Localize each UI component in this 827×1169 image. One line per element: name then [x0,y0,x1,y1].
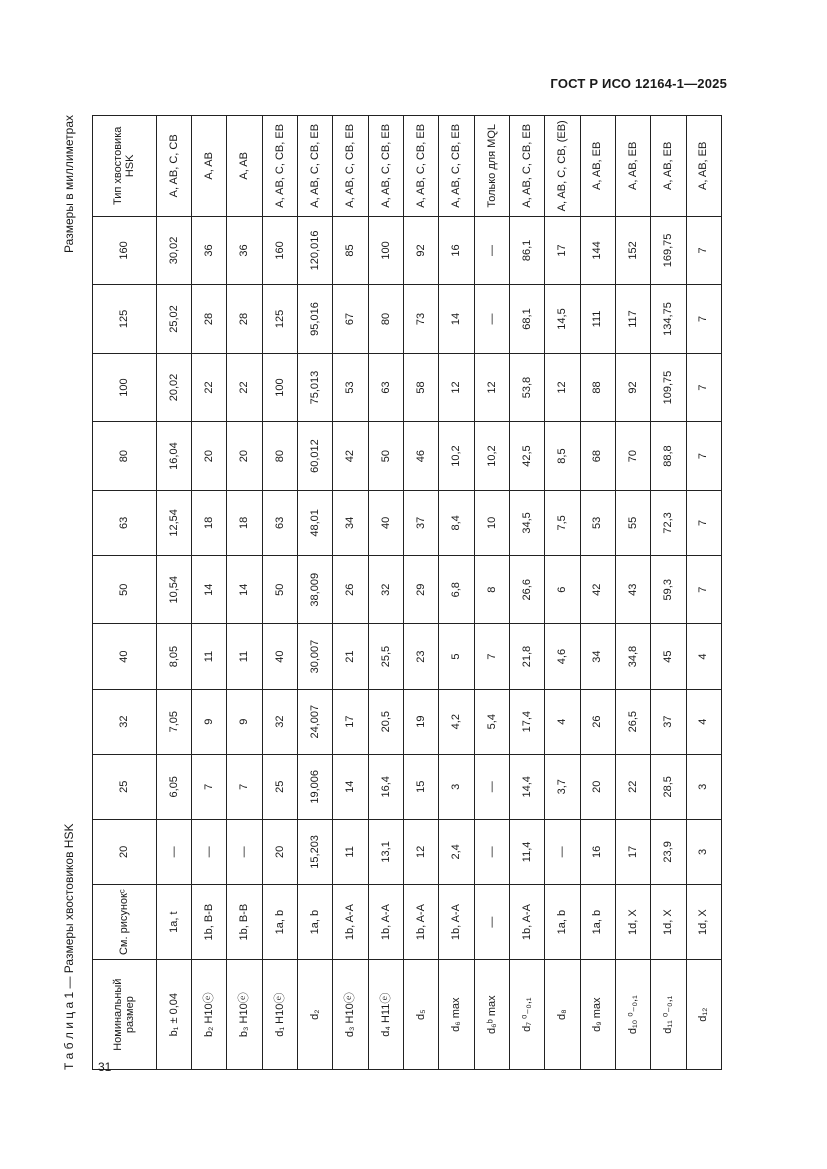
header-size-20: 20 [93,819,157,884]
value-cell: 12,54 [156,490,191,555]
table-row [227,116,262,1070]
value-cell: 13,1 [368,819,403,884]
value-cell: 17 [333,689,368,754]
value-cell: 25 [262,754,297,819]
value-cell: 5 [439,624,474,689]
value-cell: 29 [404,555,439,624]
value-cell: 11 [192,624,227,689]
standard-header: ГОСТ Р ИСО 12164-1—2025 [550,76,727,91]
param-cell: d₁₀ ⁰₋₀,₁ [615,960,650,1070]
rotated-table-frame [62,115,727,1070]
figure-ref-cell: 1b, A-A [368,884,403,959]
value-cell: 34,5 [509,490,544,555]
value-cell: 86,1 [509,216,544,285]
value-cell: 109,75 [651,353,686,422]
header-size-50: 50 [93,555,157,624]
value-cell: 10,2 [474,422,509,491]
param-cell: d₇ ⁰₋₀,₁ [509,960,544,1070]
param-cell: b₂ H10ⓔ [192,960,227,1070]
table-row [156,116,191,1070]
param-cell: d₅ [404,960,439,1070]
value-cell: 7,05 [156,689,191,754]
shank-type-cell: A, AB, C, CB, EB [509,116,544,217]
value-cell: 9 [192,689,227,754]
table-row [404,116,439,1070]
value-cell: 7 [192,754,227,819]
value-cell: 38,009 [298,555,333,624]
figure-ref-cell: 1b, A-A [509,884,544,959]
value-cell: 4,2 [439,689,474,754]
value-cell: 37 [651,689,686,754]
param-cell: d₄ H11ⓔ [368,960,403,1070]
header-nominal-size: Номинальный размер [93,960,157,1070]
value-cell: 5,4 [474,689,509,754]
header-see-figure: См. рисунокᶜ [93,884,157,959]
value-cell: — [474,754,509,819]
header-size-40: 40 [93,624,157,689]
shank-type-cell: A, AB, C, CB, EB [368,116,403,217]
value-cell: 12 [439,353,474,422]
value-cell: 68 [580,422,615,491]
shank-type-cell: A, AB, C, CB, EB [404,116,439,217]
table-row [545,116,580,1070]
figure-ref-cell: 1a, b [545,884,580,959]
figure-ref-cell: 1d, X [615,884,650,959]
page-number: 31 [98,1060,112,1074]
value-cell: 22 [227,353,262,422]
value-cell: 21,8 [509,624,544,689]
value-cell: 85 [333,216,368,285]
value-cell: 7,5 [545,490,580,555]
value-cell: 45 [651,624,686,689]
shank-type-cell: A, AB, C, CB, (EB) [545,116,580,217]
param-cell: d₁₁ ⁰₋₀,₁ [651,960,686,1070]
table-header-row [93,116,157,1070]
shank-type-cell: A, AB, C, CB, EB [298,116,333,217]
value-cell: 16,04 [156,422,191,491]
param-cell: d₉ max [580,960,615,1070]
figure-ref-cell: 1b, A-A [439,884,474,959]
value-cell: 42,5 [509,422,544,491]
value-cell: 23,9 [651,819,686,884]
value-cell: 125 [262,285,297,354]
value-cell: 72,3 [651,490,686,555]
value-cell: 8 [474,555,509,624]
value-cell: 22 [615,754,650,819]
table-row [580,116,615,1070]
value-cell: 37 [404,490,439,555]
value-cell: 25,5 [368,624,403,689]
figure-ref-cell: 1b, A-A [404,884,439,959]
value-cell: 36 [192,216,227,285]
value-cell: 20 [192,422,227,491]
value-cell: 20,5 [368,689,403,754]
value-cell: 14 [333,754,368,819]
value-cell: 14 [227,555,262,624]
value-cell: 100 [368,216,403,285]
table-row [439,116,474,1070]
value-cell: 68,1 [509,285,544,354]
value-cell: 6 [545,555,580,624]
value-cell: 6,05 [156,754,191,819]
figure-ref-cell: 1a, b [262,884,297,959]
value-cell: 30,007 [298,624,333,689]
value-cell: 7 [686,216,721,285]
value-cell: 20 [227,422,262,491]
value-cell: 88 [580,353,615,422]
value-cell: 63 [262,490,297,555]
header-size-80: 80 [93,422,157,491]
value-cell: 19,006 [298,754,333,819]
value-cell: 20 [580,754,615,819]
value-cell: 28 [227,285,262,354]
shank-type-cell: A, AB [227,116,262,217]
value-cell: 21 [333,624,368,689]
value-cell: 10,2 [439,422,474,491]
value-cell: 23 [404,624,439,689]
value-cell: 4 [686,689,721,754]
value-cell: 42 [580,555,615,624]
value-cell: 40 [368,490,403,555]
value-cell: 160 [262,216,297,285]
value-cell: 34,8 [615,624,650,689]
table-body [93,116,722,1070]
value-cell: 11 [333,819,368,884]
value-cell: 4 [545,689,580,754]
value-cell: 26,5 [615,689,650,754]
value-cell: 11 [227,624,262,689]
param-cell: d₆ max [439,960,474,1070]
shank-type-cell: A, AB [192,116,227,217]
value-cell: 67 [333,285,368,354]
value-cell: 7 [227,754,262,819]
param-cell: d₈ [545,960,580,1070]
value-cell: — [474,819,509,884]
value-cell: 3,7 [545,754,580,819]
value-cell: 63 [368,353,403,422]
value-cell: 42 [333,422,368,491]
shank-type-cell: A, AB, EB [615,116,650,217]
value-cell: 20,02 [156,353,191,422]
table-row [615,116,650,1070]
value-cell: — [192,819,227,884]
value-cell: 80 [262,422,297,491]
figure-ref-cell: 1b, B-B [227,884,262,959]
table-row [298,116,333,1070]
value-cell: 75,013 [298,353,333,422]
value-cell: 16 [439,216,474,285]
param-cell: d₁₂ [686,960,721,1070]
value-cell: 92 [615,353,650,422]
value-cell: — [474,216,509,285]
value-cell: 111 [580,285,615,354]
table-row [333,116,368,1070]
value-cell: 7 [686,285,721,354]
value-cell: 53 [580,490,615,555]
shank-type-cell: A, AB, EB [580,116,615,217]
dimensions-table [92,115,722,1070]
value-cell: 2,4 [439,819,474,884]
value-cell: 120,016 [298,216,333,285]
value-cell: 12 [545,353,580,422]
value-cell: 3 [439,754,474,819]
value-cell: 7 [686,353,721,422]
value-cell: — [227,819,262,884]
value-cell: 26 [333,555,368,624]
value-cell: 17 [615,819,650,884]
value-cell: 30,02 [156,216,191,285]
value-cell: — [545,819,580,884]
value-cell: 152 [615,216,650,285]
value-cell: 15,203 [298,819,333,884]
table-row [474,116,509,1070]
value-cell: 117 [615,285,650,354]
value-cell: 12 [474,353,509,422]
value-cell: 73 [404,285,439,354]
value-cell: 26,6 [509,555,544,624]
value-cell: 14,4 [509,754,544,819]
shank-type-cell: A, AB, C, CB [156,116,191,217]
value-cell: 50 [262,555,297,624]
value-cell: 7 [686,422,721,491]
header-size-160: 160 [93,216,157,285]
table-row [262,116,297,1070]
value-cell: 3 [686,819,721,884]
value-cell: 28,5 [651,754,686,819]
value-cell: 3 [686,754,721,819]
param-cell: b₃ H10ⓔ [227,960,262,1070]
value-cell: 8,05 [156,624,191,689]
value-cell: 8,5 [545,422,580,491]
value-cell: 25,02 [156,285,191,354]
value-cell: 48,01 [298,490,333,555]
figure-ref-cell: 1d, X [686,884,721,959]
value-cell: 60,012 [298,422,333,491]
shank-type-cell: A, AB, C, CB, EB [333,116,368,217]
figure-ref-cell: 1a, b [298,884,333,959]
value-cell: 95,016 [298,285,333,354]
table-row [651,116,686,1070]
value-cell: 34 [580,624,615,689]
value-cell: 17,4 [509,689,544,754]
shank-type-cell: A, AB, C, CB, EB [262,116,297,217]
param-cell: d₃ H10ⓔ [333,960,368,1070]
shank-type-cell: Только для MQL [474,116,509,217]
value-cell: 92 [404,216,439,285]
value-cell: 18 [192,490,227,555]
table-row [686,116,721,1070]
value-cell: 24,007 [298,689,333,754]
param-cell: d₁ H10ⓔ [262,960,297,1070]
value-cell: — [156,819,191,884]
header-size-32: 32 [93,689,157,754]
figure-ref-cell: 1a, t [156,884,191,959]
value-cell: 53,8 [509,353,544,422]
header-size-125: 125 [93,285,157,354]
table-caption: Т а б л и ц а 1 — Размеры хвостовиков HSK [62,823,76,1070]
table-row [368,116,403,1070]
value-cell: 58 [404,353,439,422]
param-cell: d₂ [298,960,333,1070]
value-cell: 46 [404,422,439,491]
value-cell: 32 [262,689,297,754]
value-cell: 20 [262,819,297,884]
value-cell: 7 [686,490,721,555]
value-cell: 6,8 [439,555,474,624]
value-cell: 43 [615,555,650,624]
table-row [192,116,227,1070]
value-cell: 144 [580,216,615,285]
value-cell: 40 [262,624,297,689]
value-cell: 50 [368,422,403,491]
value-cell: 26 [580,689,615,754]
value-cell: 80 [368,285,403,354]
value-cell: 34 [333,490,368,555]
value-cell: 16 [580,819,615,884]
figure-ref-cell: 1b, A-A [333,884,368,959]
value-cell: 28 [192,285,227,354]
figure-ref-cell: — [474,884,509,959]
header-size-25: 25 [93,754,157,819]
header-size-63: 63 [93,490,157,555]
value-cell: 7 [686,555,721,624]
value-cell: 32 [368,555,403,624]
value-cell: 4 [686,624,721,689]
value-cell: 59,3 [651,555,686,624]
value-cell: 12 [404,819,439,884]
shank-type-cell: A, AB, C, CB, EB [439,116,474,217]
value-cell: — [474,285,509,354]
figure-ref-cell: 1b, B-B [192,884,227,959]
value-cell: 4,6 [545,624,580,689]
value-cell: 11,4 [509,819,544,884]
header-shank-type: Тип хвостовика HSK [93,116,157,217]
param-cell: b₁ ± 0,04 [156,960,191,1070]
value-cell: 16,4 [368,754,403,819]
shank-type-cell: A, AB, EB [686,116,721,217]
value-cell: 169,75 [651,216,686,285]
value-cell: 53 [333,353,368,422]
value-cell: 14,5 [545,285,580,354]
figure-ref-cell: 1d, X [651,884,686,959]
value-cell: 88,8 [651,422,686,491]
shank-type-cell: A, AB, EB [651,116,686,217]
value-cell: 17 [545,216,580,285]
table-row [509,116,544,1070]
value-cell: 55 [615,490,650,555]
figure-ref-cell: 1a, b [580,884,615,959]
value-cell: 19 [404,689,439,754]
value-cell: 10 [474,490,509,555]
param-cell: d₆ᵇ max [474,960,509,1070]
value-cell: 22 [192,353,227,422]
value-cell: 100 [262,353,297,422]
value-cell: 7 [474,624,509,689]
units-note: Размеры в миллиметрах [62,115,76,253]
value-cell: 134,75 [651,285,686,354]
value-cell: 10,54 [156,555,191,624]
value-cell: 14 [192,555,227,624]
value-cell: 18 [227,490,262,555]
value-cell: 70 [615,422,650,491]
header-size-100: 100 [93,353,157,422]
value-cell: 14 [439,285,474,354]
value-cell: 8,4 [439,490,474,555]
value-cell: 15 [404,754,439,819]
value-cell: 36 [227,216,262,285]
value-cell: 9 [227,689,262,754]
